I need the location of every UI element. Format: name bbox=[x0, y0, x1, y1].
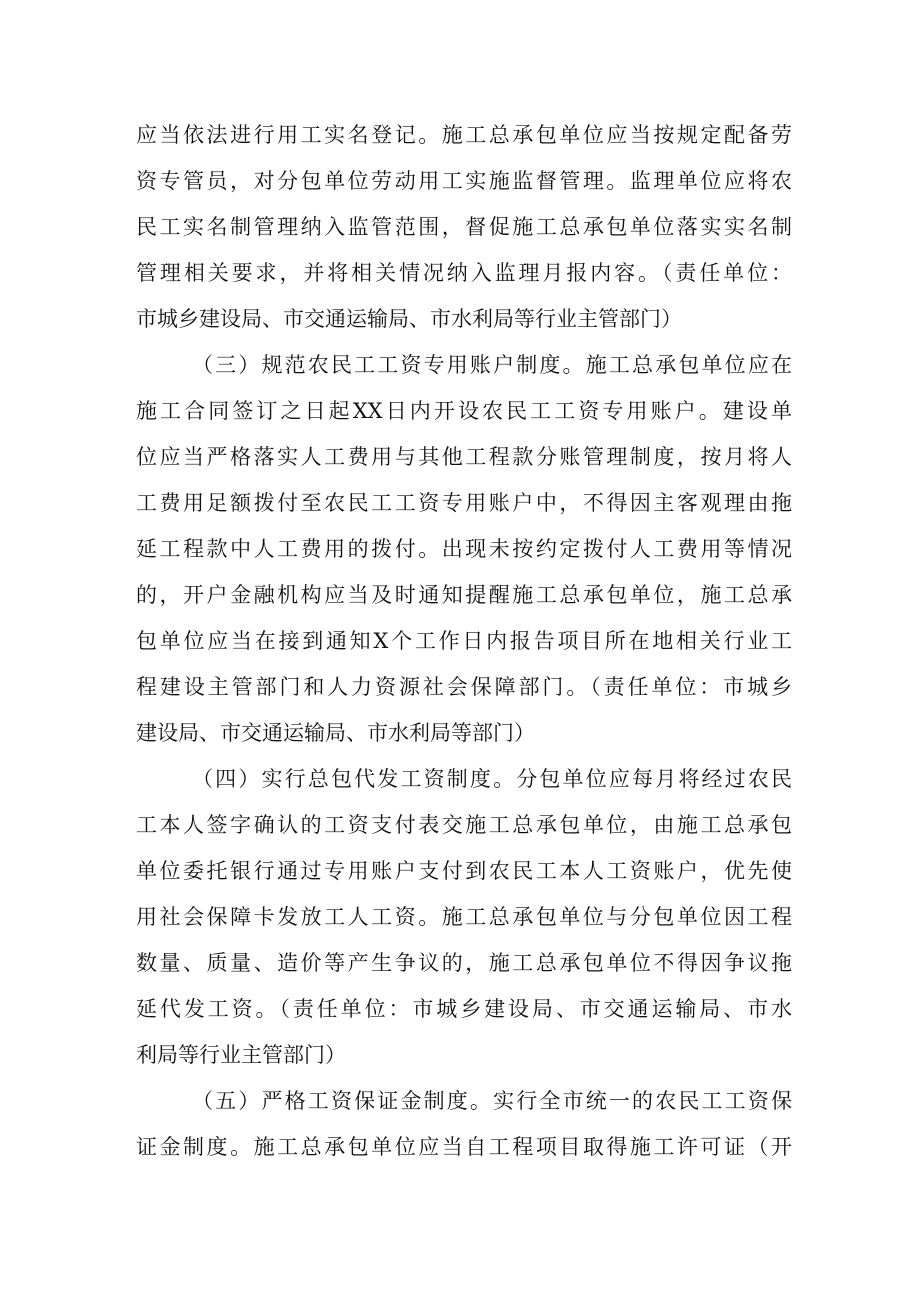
text-line: 数量、质量、造价等产生争议的，施工总承包单位不得因争议拖 bbox=[136, 951, 792, 975]
paragraph-realname-registration bbox=[136, 112, 792, 342]
text-line: 应当依法进行用工实名登记。施工总承包单位应当按规定配备劳 bbox=[136, 123, 792, 147]
text-line: 程建设主管部门和人力资源社会保障部门。（责任单位：市城乡 bbox=[136, 675, 792, 699]
paragraph-heading-line: （四）实行总包代发工资制度。分包单位应每月将经过农民 bbox=[192, 767, 792, 791]
text-line: 包单位应当在接到通知X个工作日内报告项目所在地相关行业工 bbox=[136, 629, 792, 653]
paragraph-heading-line: （五）严格工资保证金制度。实行全市统一的农民工工资保 bbox=[192, 1089, 792, 1113]
paragraph-general-contractor-payment bbox=[136, 756, 792, 1078]
text-line: 位应当严格落实人工费用与其他工程款分账管理制度，按月将人 bbox=[136, 445, 792, 469]
text-line: 利局等行业主管部门） bbox=[136, 1043, 346, 1067]
paragraph-heading-line: （三）规范农民工工资专用账户制度。施工总承包单位应在 bbox=[192, 353, 792, 377]
text-line: 民工实名制管理纳入监管范围，督促施工总承包单位落实实名制 bbox=[136, 215, 792, 239]
text-line: 延代发工资。（责任单位：市城乡建设局、市交通运输局、市水 bbox=[136, 997, 792, 1021]
document-body bbox=[136, 112, 792, 1170]
text-line: 单位委托银行通过专用账户支付到农民工本人工资账户，优先使 bbox=[136, 859, 792, 883]
text-line: 延工程款中人工费用的拨付。出现未按约定拨付人工费用等情况 bbox=[136, 537, 792, 561]
text-line: 建设局、市交通运输局、市水利局等部门） bbox=[136, 721, 535, 745]
text-line: 施工合同签订之日起XX日内开设农民工工资专用账户。建设单 bbox=[136, 399, 792, 423]
text-line: 管理相关要求，并将相关情况纳入监理月报内容。（责任单位： bbox=[136, 261, 792, 285]
text-line: 资专管员，对分包单位劳动用工实施监督管理。监理单位应将农 bbox=[136, 169, 792, 193]
text-line: 工本人签字确认的工资支付表交施工总承包单位，由施工总承包 bbox=[136, 813, 792, 837]
paragraph-wage-deposit bbox=[136, 1078, 792, 1170]
text-line: 工费用足额拨付至农民工工资专用账户中，不得因主客观理由拖 bbox=[136, 491, 792, 515]
paragraph-wage-account bbox=[136, 342, 792, 756]
text-line: 用社会保障卡发放工人工资。施工总承包单位与分包单位因工程 bbox=[136, 905, 792, 929]
text-line: 市城乡建设局、市交通运输局、市水利局等行业主管部门） bbox=[136, 307, 682, 331]
text-line: 证金制度。施工总承包单位应当自工程项目取得施工许可证（开 bbox=[136, 1135, 792, 1159]
text-line: 的，开户金融机构应当及时通知提醒施工总承包单位，施工总承 bbox=[136, 583, 792, 607]
